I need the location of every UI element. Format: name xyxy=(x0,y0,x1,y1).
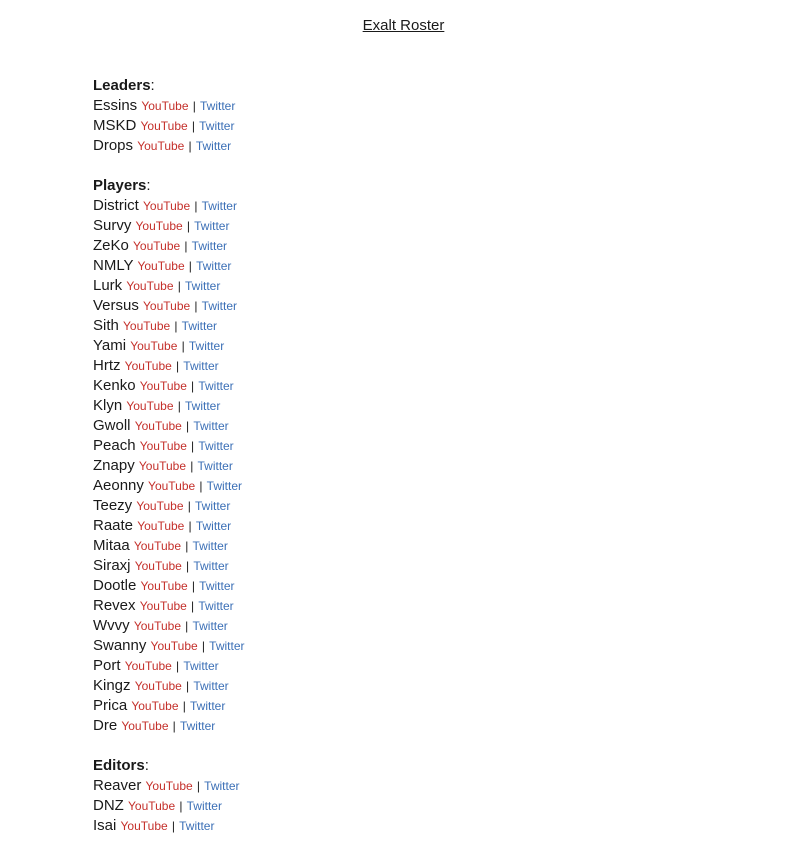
member-row xyxy=(93,696,245,716)
twitter-link[interactable]: Twitter xyxy=(181,319,217,333)
link-separator: | xyxy=(174,319,178,333)
link-separator: | xyxy=(201,639,205,653)
twitter-link[interactable]: Twitter xyxy=(201,199,237,213)
youtube-link[interactable]: YouTube xyxy=(138,459,187,473)
link-separator: | xyxy=(194,299,198,313)
member-row xyxy=(93,676,245,696)
youtube-link[interactable]: YouTube xyxy=(134,679,182,693)
member-name: Sith xyxy=(93,317,119,334)
member-name: Drops xyxy=(93,137,134,154)
youtube-link[interactable]: YouTube xyxy=(120,819,168,833)
member-row xyxy=(93,236,245,256)
link-separator: | xyxy=(191,579,195,593)
twitter-link[interactable]: Twitter xyxy=(209,639,245,653)
member-name: Dootle xyxy=(93,577,137,594)
link-separator: | xyxy=(191,119,195,133)
twitter-link[interactable]: Twitter xyxy=(193,559,229,573)
member-name: Dre xyxy=(93,717,118,734)
link-separator: | xyxy=(177,399,181,413)
twitter-link[interactable]: Twitter xyxy=(179,719,216,733)
member-row xyxy=(93,396,245,416)
twitter-link[interactable]: Twitter xyxy=(191,239,227,253)
member-name: Gwoll xyxy=(93,417,131,434)
youtube-link[interactable]: YouTube xyxy=(124,359,172,373)
link-separator: | xyxy=(177,279,181,293)
section-heading-colon: : xyxy=(144,757,149,774)
member-row xyxy=(93,136,245,156)
link-separator: | xyxy=(191,439,195,453)
youtube-link[interactable]: YouTube xyxy=(133,239,181,253)
section-heading xyxy=(93,176,245,196)
link-separator: | xyxy=(192,99,196,113)
youtube-link[interactable]: YouTube xyxy=(141,99,189,113)
youtube-link[interactable]: YouTube xyxy=(140,579,188,593)
youtube-link[interactable]: YouTube xyxy=(131,699,179,713)
member-name: Znapy xyxy=(93,457,135,474)
link-separator: | xyxy=(191,379,195,393)
youtube-link[interactable]: YouTube xyxy=(150,639,198,653)
member-row xyxy=(93,796,245,816)
member-name: Versus xyxy=(93,297,139,314)
member-name: Kenko xyxy=(93,377,136,394)
member-name: Isai xyxy=(93,817,117,834)
youtube-link[interactable]: YouTube xyxy=(126,279,174,293)
twitter-link[interactable]: Twitter xyxy=(198,379,234,393)
twitter-link[interactable]: Twitter xyxy=(199,99,236,113)
member-name: Survy xyxy=(93,217,132,234)
member-name: Klyn xyxy=(93,397,123,414)
member-row xyxy=(93,576,245,596)
twitter-link[interactable]: Twitter xyxy=(179,819,215,833)
youtube-link[interactable]: YouTube xyxy=(135,219,183,233)
member-name: MSKD xyxy=(93,117,137,134)
member-name: Aeonny xyxy=(93,477,144,494)
section-heading xyxy=(93,756,245,776)
member-row xyxy=(93,636,245,656)
member-row xyxy=(93,476,245,496)
page-title xyxy=(0,16,807,36)
youtube-link[interactable]: YouTube xyxy=(124,659,172,673)
member-row xyxy=(93,416,245,436)
twitter-link[interactable]: Twitter xyxy=(189,699,226,713)
twitter-link[interactable]: Twitter xyxy=(199,119,235,133)
member-name: NMLY xyxy=(93,257,134,274)
section-heading-label: Leaders xyxy=(93,77,151,94)
member-name: Peach xyxy=(93,437,136,454)
twitter-link[interactable]: Twitter xyxy=(183,659,219,673)
link-separator: | xyxy=(186,419,190,433)
section-heading-colon: : xyxy=(146,177,151,194)
link-separator: | xyxy=(187,499,191,513)
member-name: Port xyxy=(93,657,121,674)
member-name: Siraxj xyxy=(93,557,131,574)
link-separator: | xyxy=(179,799,183,813)
youtube-link[interactable]: YouTube xyxy=(121,719,169,733)
member-name: Yami xyxy=(93,337,127,354)
member-row xyxy=(93,656,245,676)
link-separator: | xyxy=(185,619,189,633)
member-name: ZeKo xyxy=(93,237,129,254)
member-row xyxy=(93,216,245,236)
member-name: Lurk xyxy=(93,277,123,294)
youtube-link[interactable]: YouTube xyxy=(139,599,187,613)
member-row xyxy=(93,356,245,376)
section-players xyxy=(93,176,245,736)
youtube-link[interactable]: YouTube xyxy=(143,299,191,313)
link-separator: | xyxy=(172,719,176,733)
member-row xyxy=(93,316,245,336)
member-name: Essins xyxy=(93,97,138,114)
youtube-link[interactable]: YouTube xyxy=(139,439,187,453)
link-separator: | xyxy=(190,459,194,473)
link-separator: | xyxy=(188,259,192,273)
member-row xyxy=(93,116,245,136)
link-separator: | xyxy=(182,699,186,713)
member-row xyxy=(93,616,245,636)
member-row xyxy=(93,556,245,576)
member-name: Raate xyxy=(93,517,134,534)
twitter-link[interactable]: Twitter xyxy=(195,139,232,153)
youtube-link[interactable]: YouTube xyxy=(130,339,178,353)
member-row xyxy=(93,516,245,536)
member-row xyxy=(93,336,245,356)
member-name: Kingz xyxy=(93,677,131,694)
link-separator: | xyxy=(184,239,188,253)
member-row xyxy=(93,276,245,296)
member-row xyxy=(93,776,245,796)
youtube-link[interactable]: YouTube xyxy=(123,319,171,333)
link-separator: | xyxy=(191,599,195,613)
twitter-link[interactable]: Twitter xyxy=(186,799,222,813)
twitter-link[interactable]: Twitter xyxy=(195,519,232,533)
member-row xyxy=(93,96,245,116)
twitter-link[interactable]: Twitter xyxy=(183,359,219,373)
roster-list xyxy=(93,76,245,856)
link-separator: | xyxy=(176,359,180,373)
member-row xyxy=(93,496,245,516)
member-name: Mitaa xyxy=(93,537,130,554)
member-name: Revex xyxy=(93,597,136,614)
youtube-link[interactable]: YouTube xyxy=(133,539,182,553)
member-row xyxy=(93,436,245,456)
twitter-link[interactable]: Twitter xyxy=(204,779,240,793)
section-heading-label: Editors xyxy=(93,757,145,774)
link-separator: | xyxy=(171,819,175,833)
twitter-link[interactable]: Twitter xyxy=(199,579,235,593)
link-separator: | xyxy=(196,779,200,793)
twitter-link[interactable]: Twitter xyxy=(194,499,231,513)
member-name: Hrtz xyxy=(93,357,121,374)
link-separator: | xyxy=(181,339,185,353)
member-row xyxy=(93,296,245,316)
member-name: District xyxy=(93,197,139,214)
youtube-link[interactable]: YouTube xyxy=(133,619,181,633)
youtube-link[interactable]: YouTube xyxy=(134,559,182,573)
member-name: Prica xyxy=(93,697,128,714)
section-leaders xyxy=(93,76,245,156)
youtube-link[interactable]: YouTube xyxy=(139,379,187,393)
twitter-link[interactable]: Twitter xyxy=(184,279,221,293)
section-heading-colon: : xyxy=(150,77,155,94)
twitter-link[interactable]: Twitter xyxy=(196,259,232,273)
youtube-link[interactable]: YouTube xyxy=(136,499,184,513)
member-name: Reaver xyxy=(93,777,142,794)
link-separator: | xyxy=(186,559,190,573)
member-name: Teezy xyxy=(93,497,133,514)
member-row xyxy=(93,596,245,616)
youtube-link[interactable]: YouTube xyxy=(145,779,193,793)
twitter-link[interactable]: Twitter xyxy=(184,399,221,413)
member-row xyxy=(93,816,245,836)
link-separator: | xyxy=(176,659,180,673)
member-name: DNZ xyxy=(93,797,124,814)
roster-title-link[interactable]: Exalt Roster xyxy=(362,17,445,34)
twitter-link[interactable]: Twitter xyxy=(188,339,225,353)
member-row xyxy=(93,256,245,276)
member-row xyxy=(93,196,245,216)
twitter-link[interactable]: Twitter xyxy=(201,299,237,313)
twitter-link[interactable]: Twitter xyxy=(198,599,234,613)
member-row xyxy=(93,376,245,396)
youtube-link[interactable]: YouTube xyxy=(128,799,176,813)
member-name: Swanny xyxy=(93,637,147,654)
twitter-link[interactable]: Twitter xyxy=(194,219,230,233)
twitter-link[interactable]: Twitter xyxy=(206,479,243,493)
link-separator: | xyxy=(186,219,190,233)
youtube-link[interactable]: YouTube xyxy=(137,519,185,533)
link-separator: | xyxy=(186,679,190,693)
link-separator: | xyxy=(188,519,192,533)
youtube-link[interactable]: YouTube xyxy=(140,119,188,133)
youtube-link[interactable]: YouTube xyxy=(134,419,182,433)
link-separator: | xyxy=(185,539,189,553)
youtube-link[interactable]: YouTube xyxy=(126,399,174,413)
youtube-link[interactable]: YouTube xyxy=(137,139,185,153)
member-row xyxy=(93,536,245,556)
member-row xyxy=(93,456,245,476)
twitter-link[interactable]: Twitter xyxy=(192,539,228,553)
member-name: Wvvy xyxy=(93,617,130,634)
section-heading-label: Players xyxy=(93,177,147,194)
twitter-link[interactable]: Twitter xyxy=(193,419,229,433)
twitter-link[interactable]: Twitter xyxy=(193,679,229,693)
link-separator: | xyxy=(194,199,198,213)
twitter-link[interactable]: Twitter xyxy=(198,439,234,453)
member-row xyxy=(93,716,245,736)
twitter-link[interactable]: Twitter xyxy=(197,459,233,473)
twitter-link[interactable]: Twitter xyxy=(192,619,228,633)
link-separator: | xyxy=(188,139,192,153)
section-editors xyxy=(93,756,245,836)
section-heading xyxy=(93,76,245,96)
link-separator: | xyxy=(199,479,203,493)
youtube-link[interactable]: YouTube xyxy=(137,259,185,273)
youtube-link[interactable]: YouTube xyxy=(148,479,196,493)
youtube-link[interactable]: YouTube xyxy=(143,199,191,213)
